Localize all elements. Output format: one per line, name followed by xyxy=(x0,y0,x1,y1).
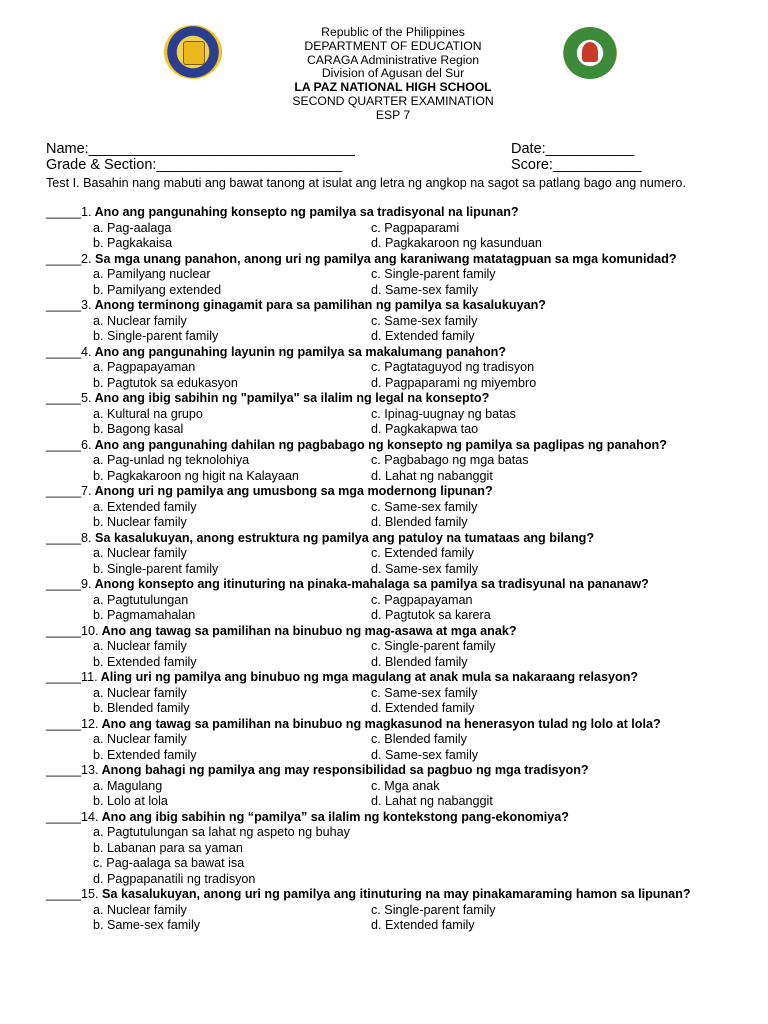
question-prompt: Anong konsepto ang itinuturing na pinaka-mahalaga sa pamilya sa tradisyunal na pananaw? xyxy=(91,577,649,591)
header-region: CARAGA Administrative Region xyxy=(306,52,480,67)
question-prompt: Anong terminong ginagamit para sa pamilihan ng pamilya sa kasalukuyan? xyxy=(91,298,546,312)
question-prompt: Ano ang tawag sa pamilihan na binubuo ng mag-asawa at mga anak? xyxy=(98,623,517,638)
answer-blank[interactable]: _____ xyxy=(46,670,82,684)
question-number: 12. xyxy=(81,716,99,731)
answer-blank[interactable]: _____ xyxy=(46,809,82,824)
answer-options xyxy=(46,779,746,810)
name-field[interactable]: Name:_________________________________ xyxy=(46,141,355,157)
answer-option: b. Pamilyang extended xyxy=(93,282,222,297)
question-text xyxy=(46,531,746,547)
question-item xyxy=(46,810,746,888)
question-item xyxy=(46,298,746,345)
answer-option: d. Blended family xyxy=(371,515,468,529)
answer-option: d. Pagtutok sa karera xyxy=(371,608,491,622)
answer-option: a. Magulang xyxy=(93,778,163,793)
question-item xyxy=(46,345,746,392)
answer-blank[interactable]: _____ xyxy=(46,484,82,498)
date-field[interactable]: Date:___________ xyxy=(511,141,635,157)
answer-options xyxy=(46,903,746,934)
answer-option: c. Pagpaparami xyxy=(371,220,460,235)
answer-option: a. Nuclear family xyxy=(93,313,187,328)
answer-option: d. Lahat ng nabanggit xyxy=(371,794,493,808)
answer-option: a. Extended family xyxy=(93,499,197,514)
question-prompt: Ano ang ibig sabihin ng “pamilya” sa ilalim ng kontekstong pang-ekonomiya? xyxy=(98,809,570,824)
answer-option: b. Single-parent family xyxy=(93,329,219,343)
header-subject: ESP 7 xyxy=(375,107,411,122)
question-number: 14. xyxy=(81,809,99,824)
question-text xyxy=(46,438,746,454)
answer-option: b. Extended family xyxy=(93,654,197,669)
question-item xyxy=(46,391,746,438)
question-item xyxy=(46,763,746,810)
answer-option: d. Blended family xyxy=(371,654,468,669)
answer-option: a. Nuclear family xyxy=(93,902,187,917)
question-item xyxy=(46,484,746,531)
question-item xyxy=(46,438,746,485)
question-number: 10. xyxy=(81,623,99,638)
answer-option: d. Extended family xyxy=(371,918,475,932)
grade-section-field[interactable]: Grade & Section:_______________________ xyxy=(46,157,342,173)
question-text xyxy=(46,298,746,314)
answer-option: b. Bagong kasal xyxy=(93,422,184,436)
answer-blank[interactable]: _____ xyxy=(46,887,82,901)
answer-options xyxy=(46,500,746,531)
answer-option: b. Pagkakaroon ng higit na Kalayaan xyxy=(93,468,299,483)
answer-option: a. Kultural na grupo xyxy=(93,406,203,421)
question-item xyxy=(46,252,746,299)
question-number: 3. xyxy=(81,298,92,312)
question-number: 2. xyxy=(81,251,92,266)
question-text xyxy=(46,717,746,733)
question-text xyxy=(46,624,746,640)
answer-options xyxy=(46,825,746,887)
answer-blank[interactable]: _____ xyxy=(46,251,82,266)
answer-option: d. Extended family xyxy=(371,701,475,715)
answer-blank[interactable]: _____ xyxy=(46,344,82,359)
question-prompt: Sa kasalukuyan, anong uri ng pamilya ang itinuturing na may pinakamaraming hamon sa lipunan? xyxy=(98,887,691,901)
answer-option: b. Nuclear family xyxy=(93,515,187,529)
question-number: 13. xyxy=(81,763,99,777)
answer-option: b. Labanan para sa yaman xyxy=(93,840,243,855)
answer-option: c. Pagtataguyod ng tradisyon xyxy=(371,360,535,374)
question-number: 15. xyxy=(81,887,99,901)
answer-option: c. Single-parent family xyxy=(371,639,496,653)
question-prompt: Anong uri ng pamilya ang umusbong sa mga modernong lipunan? xyxy=(91,484,493,498)
answer-option: a. Pag-aalaga xyxy=(93,220,172,235)
answer-blank[interactable]: _____ xyxy=(46,623,82,638)
answer-option: c. Blended family xyxy=(371,732,467,746)
answer-option: b. Blended family xyxy=(93,701,190,715)
answer-option: d. Pagpapanatili ng tradisyon xyxy=(93,871,256,886)
answer-option: a. Pag-unlad ng teknolohiya xyxy=(93,453,250,467)
question-prompt: Aling uri ng pamilya ang binubuo ng mga magulang at anak mula sa nakaraang relasyon? xyxy=(97,670,639,684)
question-item xyxy=(46,531,746,578)
answer-option: a. Nuclear family xyxy=(93,546,187,560)
answer-blank[interactable]: _____ xyxy=(46,205,82,219)
question-prompt: Ano ang pangunahing layunin ng pamilya sa makalumang panahon? xyxy=(91,344,507,359)
answer-option: c. Same-sex family xyxy=(371,685,478,700)
answer-option: d. Lahat ng nabanggit xyxy=(371,468,493,483)
answer-options xyxy=(46,407,746,438)
answer-option: b. Pagkakaisa xyxy=(93,236,173,250)
answer-option: a. Pagtutulungan sa lahat ng aspeto ng buhay xyxy=(93,825,350,839)
question-number: 5. xyxy=(81,391,92,405)
question-item xyxy=(46,717,746,764)
question-text xyxy=(46,763,746,779)
answer-option: d. Pagkakapwa tao xyxy=(371,422,479,436)
answer-option: a. Nuclear family xyxy=(93,639,187,653)
answer-options xyxy=(46,732,746,763)
answer-option: a. Nuclear family xyxy=(93,685,187,700)
answer-option: c. Pag-aalaga sa bawat isa xyxy=(93,856,245,870)
answer-options xyxy=(46,453,746,484)
answer-option: b. Extended family xyxy=(93,747,197,762)
question-prompt: Anong bahagi ng pamilya ang may responsibilidad sa pagbuo ng mga tradisyon? xyxy=(98,763,589,777)
question-prompt: Sa kasalukuyan, anong estruktura ng pamilya ang patuloy na tumataas ang bilang? xyxy=(91,530,595,545)
question-number: 4. xyxy=(81,344,92,359)
answer-option: a. Pamilyang nuclear xyxy=(93,267,211,281)
question-prompt: Ano ang ibig sabihin ng "pamilya" sa ilalim ng legal na konsepto? xyxy=(91,391,490,405)
question-number: 9. xyxy=(81,577,92,591)
question-item xyxy=(46,577,746,624)
answer-option: d. Same-sex family xyxy=(371,747,479,762)
answer-option: b. Pagmamahalan xyxy=(93,608,196,622)
answer-option: d. Same-sex family xyxy=(371,561,479,576)
question-prompt: Sa mga unang panahon, anong uri ng pamilya ang karaniwang matatagpuan sa mga komunidad? xyxy=(91,251,677,266)
answer-option: c. Same-sex family xyxy=(371,313,478,328)
question-text xyxy=(46,391,746,407)
question-text xyxy=(46,577,746,593)
question-item xyxy=(46,205,746,252)
answer-options xyxy=(46,360,746,391)
question-text xyxy=(46,345,746,361)
answer-options xyxy=(46,314,746,345)
question-number: 1. xyxy=(81,205,92,219)
answer-option: a. Pagpapayaman xyxy=(93,360,196,374)
question-text xyxy=(46,887,746,903)
answer-blank[interactable]: _____ xyxy=(46,437,82,452)
answer-blank[interactable]: _____ xyxy=(46,577,82,591)
question-text xyxy=(46,484,746,500)
answer-blank[interactable]: _____ xyxy=(46,298,82,312)
answer-blank[interactable]: _____ xyxy=(46,391,82,405)
test-instructions: Test I. Basahin nang mabuti ang bawat tanong at isulat ang letra ng angkop na sagot sa patlang bago ang numero. xyxy=(46,176,686,190)
answer-option: c. Pagpapayaman xyxy=(371,592,473,607)
answer-options xyxy=(46,546,746,577)
question-number: 11. xyxy=(81,670,98,684)
answer-option: d. Pagpaparami ng miyembro xyxy=(371,375,537,390)
score-field[interactable]: Score:___________ xyxy=(511,157,642,173)
header-exam: SECOND QUARTER EXAMINATION xyxy=(292,93,494,108)
question-text xyxy=(46,252,746,268)
answer-options xyxy=(46,686,746,717)
answer-options xyxy=(46,639,746,670)
question-prompt: Ano ang pangunahing konsepto ng pamilya sa tradisyonal na lipunan? xyxy=(91,205,519,219)
question-item xyxy=(46,887,746,934)
answer-option: b. Lolo at lola xyxy=(93,794,168,808)
answer-options xyxy=(46,221,746,252)
answer-blank[interactable]: _____ xyxy=(46,763,82,777)
question-number: 7. xyxy=(81,484,92,498)
answer-option: c. Extended family xyxy=(371,546,474,560)
header-department: DEPARTMENT OF EDUCATION xyxy=(304,38,482,53)
question-item xyxy=(46,624,746,671)
student-info-fields xyxy=(46,141,726,173)
answer-blank[interactable]: _____ xyxy=(46,716,82,731)
answer-options xyxy=(46,267,746,298)
answer-option: c. Mga anak xyxy=(371,778,440,793)
question-number: 8. xyxy=(81,530,92,545)
answer-option: a. Nuclear family xyxy=(93,732,187,746)
answer-option: c. Same-sex family xyxy=(371,499,478,514)
question-list xyxy=(46,205,746,934)
question-item xyxy=(46,670,746,717)
question-text xyxy=(46,670,746,686)
answer-option: a. Pagtutulungan xyxy=(93,592,189,607)
exam-header xyxy=(0,26,768,123)
answer-option: b. Single-parent family xyxy=(93,561,219,576)
header-school: LA PAZ NATIONAL HIGH SCHOOL xyxy=(294,80,492,95)
answer-option: b. Same-sex family xyxy=(93,918,201,932)
answer-option: c. Single-parent family xyxy=(371,267,496,281)
question-text xyxy=(46,205,746,221)
question-prompt: Ano ang tawag sa pamilihan na binubuo ng magkasunod na henerasyon tulad ng lolo at lola? xyxy=(98,716,661,731)
answer-option: d. Extended family xyxy=(371,329,475,343)
answer-option: c. Single-parent family xyxy=(371,902,496,917)
question-prompt: Ano ang pangunahing dahilan ng pagbabago ng konsepto ng pamilya sa paglipas ng panahon? xyxy=(91,437,667,452)
answer-blank[interactable]: _____ xyxy=(46,530,82,545)
header-division: Division of Agusan del Sur xyxy=(321,66,465,81)
question-number: 6. xyxy=(81,437,92,452)
question-text xyxy=(46,810,746,826)
answer-option: c. Ipinag-uugnay ng batas xyxy=(371,406,516,421)
answer-option: c. Pagbabago ng mga batas xyxy=(371,453,529,467)
answer-options xyxy=(46,593,746,624)
header-republic: Republic of the Philippines xyxy=(321,25,465,39)
answer-option: d. Pagkakaroon ng kasunduan xyxy=(371,236,542,250)
answer-option: b. Pagtutok sa edukasyon xyxy=(93,375,238,390)
answer-option: d. Same-sex family xyxy=(371,282,479,297)
